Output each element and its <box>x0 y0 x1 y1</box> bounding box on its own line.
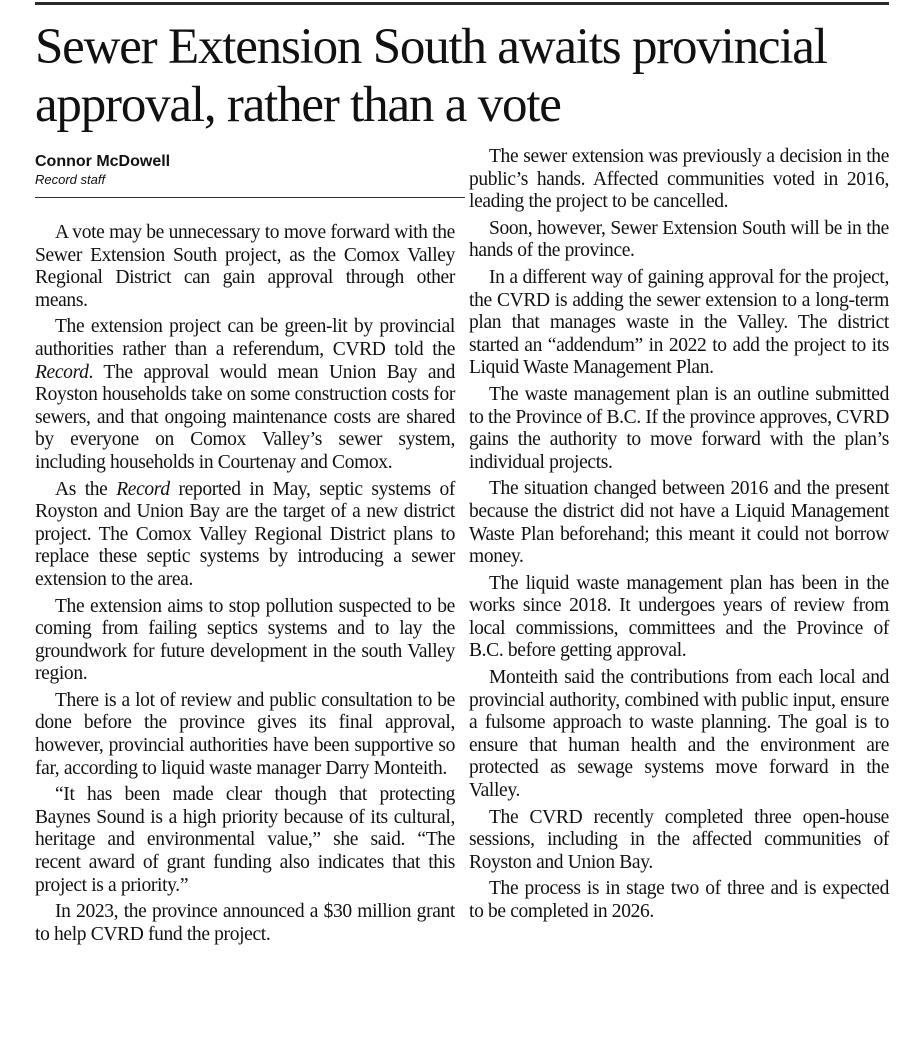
byline-divider <box>35 197 465 198</box>
paragraph: The extension aims to stop pollution suspected to be coming from failing septics systems and to lay the groundwork for future development in the south Valley region. <box>35 595 455 685</box>
article-column-2 <box>469 146 889 924</box>
paragraph: The situation changed between 2016 and the present because the district did not have a Liquid Management Waste Plan beforehand; this meant it could not borrow money. <box>469 478 889 568</box>
top-rule <box>35 2 889 5</box>
paragraph: There is a lot of review and public consultation to be done before the province gives its final approval, however, provincial authorities have been supportive so far, according to liquid waste manager Darry Monteith. <box>35 689 455 779</box>
paragraph: “It has been made clear though that protecting Baynes Sound is a high priority because of its cultural, heritage and environmental value,” she said. “The recent award of grant funding also indicates that this project is a priority.” <box>35 784 455 896</box>
byline <box>35 152 465 188</box>
byline-author: Connor McDowell <box>35 153 171 170</box>
paragraph: The process is in stage two of three and is expected to be completed in 2026. <box>469 878 889 922</box>
byline-role: Record staff <box>35 172 106 187</box>
headline: Sewer Extension South awaits provincial approval, rather than a vote <box>35 19 827 133</box>
paragraph: The liquid waste management plan has been in the works since 2018. It undergoes years of review from local commissions, committees and the Province of B.C. before getting approval. <box>469 572 889 662</box>
paragraph: The extension project can be green-lit by provincial authorities rather than a referendum, CVRD told the Record. The approval would mean Union Bay and Royston households take on some construction costs for sewers, and that ongoing maintenance costs are shared by everyone on Comox Valley’s sewer system, including households in Courtenay and Comox. <box>35 316 455 473</box>
paragraph: The waste management plan is an outline submitted to the Province of B.C. If the province approves, CVRD gains the authority to move forward with the plan’s individual projects. <box>469 383 889 473</box>
paragraph: A vote may be unnecessary to move forward with the Sewer Extension South project, as the Comox Valley Regional District can gain approval through other means. <box>35 222 455 311</box>
paragraph: In 2023, the province announced a $30 million grant to help CVRD fund the project. <box>35 901 455 945</box>
paragraph: As the Record reported in May, septic systems of Royston and Union Bay are the target of a new district project. The Comox Valley Regional District plans to replace these septic systems by introducing a sewer extension to the area. <box>35 478 455 590</box>
article-column-1 <box>35 222 455 946</box>
paragraph: In a different way of gaining approval for the project, the CVRD is adding the sewer extension to a long-term plan that manages waste in the Valley. The district started an “addendum” in 2022 to add the project to its Liquid Waste Management Plan. <box>469 266 889 379</box>
paragraph: The sewer extension was previously a decision in the public’s hands. Affected communities voted in 2016, leading the project to be cancelled. <box>469 146 889 213</box>
paragraph: Soon, however, Sewer Extension South will be in the hands of the province. <box>469 217 889 262</box>
paragraph: Monteith said the contributions from each local and provincial authority, combined with public input, ensure a fulsome approach to waste planning. The goal is to ensure that human health and the environment are protected as sewage systems move forward in the Valley. <box>469 667 889 802</box>
paragraph: The CVRD recently completed three open-house sessions, including in the affected communities of Royston and Union Bay. <box>469 806 889 873</box>
